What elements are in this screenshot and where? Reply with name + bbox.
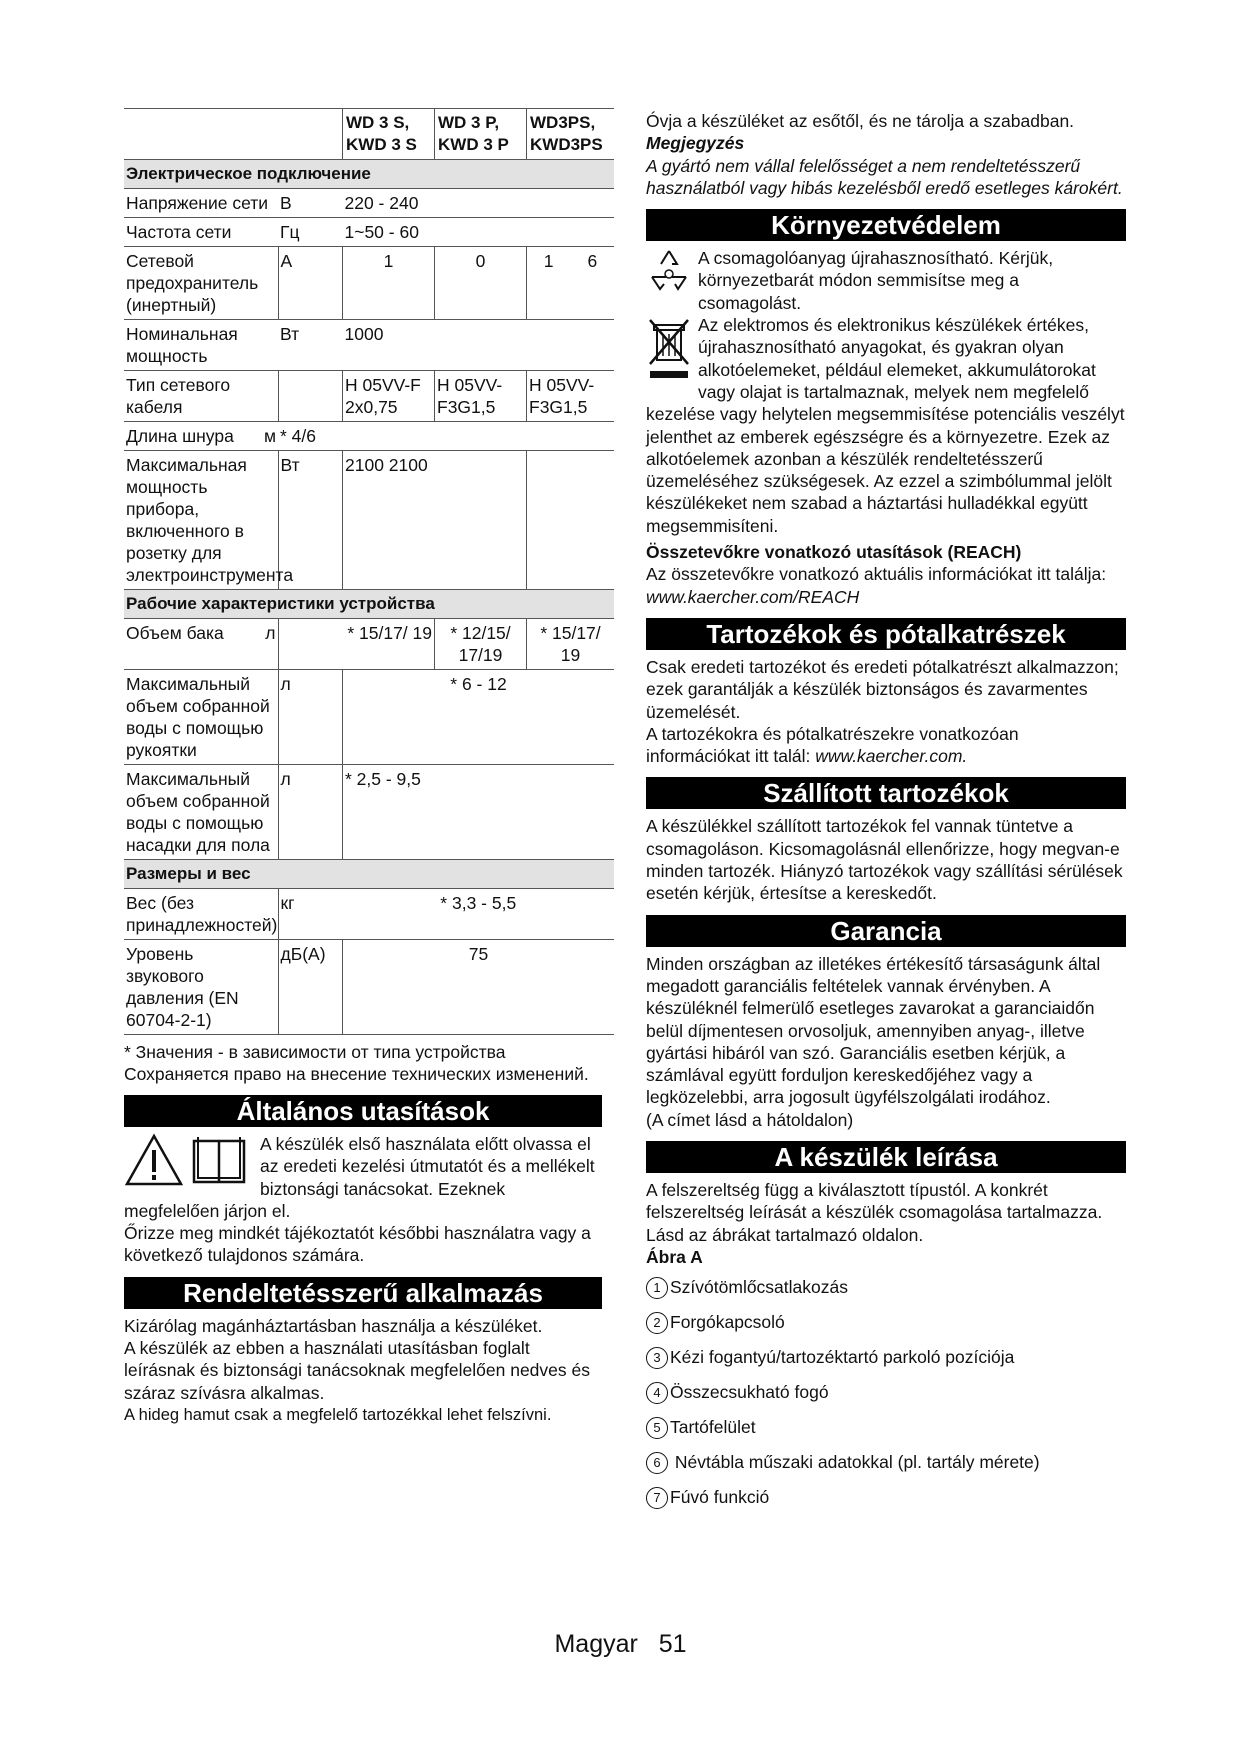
water-handle-label: Максимальный объем собранной воды с помощью рукоятки [124, 670, 278, 765]
spec-header-row [124, 109, 614, 160]
row-tank [124, 619, 614, 670]
power-unit: Вт [278, 320, 343, 371]
row-noise [124, 940, 614, 1035]
noise-unit: дБ(А) [278, 940, 343, 1035]
cord-label: Длина шнура [126, 426, 234, 446]
general-section [124, 1133, 602, 1267]
general-text-1: A készülék első használata előtt olvassa el az eredeti kezelési útmutatót és a mellékelt biztonsági tanácsokat. Ezeknek megfelelően járjon el. [124, 1134, 595, 1221]
heading-warranty: Garancia [646, 915, 1126, 947]
legend-number: 5 [646, 1417, 668, 1439]
heading-delivered: Szállított tartozékok [646, 777, 1126, 809]
page-number: 51 [658, 1630, 687, 1658]
warranty-address: (A címet lásd a hátoldalon) [646, 1109, 854, 1130]
header-model-2: WD 3 P, KWD 3 P [435, 109, 527, 160]
heading-description: A készülék leírása [646, 1141, 1126, 1173]
spec-table [124, 108, 614, 1035]
legend-item [646, 1410, 1126, 1445]
cord-unit: м [263, 426, 276, 446]
water-floor-unit: л [278, 765, 343, 860]
cable-value-1: H 05VV-F 2x0,75 [343, 371, 435, 422]
delivered-text: A készülékkel szállított tartozékok fel vannak tüntetve a csomagoláson. Kicsomagolásnál ellenőrizze, hogy megvan-e minden tartozék. Hiányzó tartozékok vagy szállítási sérülések esetén kérjük, értesítse a kereskedőt. [646, 816, 1123, 904]
right-column [646, 110, 1126, 1515]
water-floor-value: * 2,5 - 9,5 [343, 765, 615, 860]
max-power-unit: Вт [278, 451, 343, 590]
row-max-power [124, 451, 614, 590]
cable-value-2: H 05VV-F3G1,5 [435, 371, 527, 422]
spec-footnote [124, 1041, 602, 1085]
legend-item [646, 1375, 1126, 1410]
water-handle-value: * 6 - 12 [343, 670, 615, 765]
figure-label: Ábra A [646, 1246, 703, 1267]
power-label: Номинальная мощность [124, 320, 278, 371]
accessories-link[interactable]: www.kaercher.com. [815, 746, 968, 767]
footnote-rights: Сохраняется право на внесение технических изменений. [124, 1064, 589, 1084]
section-dimensions: Размеры и вес [124, 860, 614, 889]
legend-number: 4 [646, 1382, 668, 1404]
legend-label: Névtábla műszaki adatokkal (pl. tartály mérete) [674, 1452, 1040, 1473]
legend-label: Forgókapcsoló [670, 1312, 785, 1333]
weight-value: * 3,3 - 5,5 [343, 889, 615, 940]
legend-number: 6 [646, 1452, 668, 1474]
noise-label: Уровень звукового давления (EN 60704-2-1) [124, 940, 278, 1035]
legend-item [646, 1480, 1126, 1515]
warranty-text: Minden országban az illetékes értékesítő társaságunk által megadott garanciális feltételek vannak érvényben. A készüléknél felmerülő esetleges zavarokat a garanciaidőn belül díjmentesen orvosoljuk, amennyiben anyag-, illetve gyártási hibáról van szó. Garanciális esetben kérjük, a számlával együtt forduljon kereskedőjéhez vagy a legközelebbi, arra jogosult ügyfélszolgálati irodához. [646, 953, 1101, 1108]
voltage-label: Напряжение сети [124, 189, 278, 218]
fuse-value-3: 1 6 [527, 247, 615, 320]
fuse-value-1: 1 [343, 247, 435, 320]
row-weight [124, 889, 614, 940]
legend-number: 7 [646, 1487, 668, 1509]
legend-item [646, 1445, 1126, 1480]
heading-environment: Környezetvédelem [646, 209, 1126, 241]
section-electrical: Электрическое подключение [124, 160, 614, 189]
heading-general: Általános utasítások [124, 1095, 602, 1127]
description-text-2: Lásd az ábrákat tartalmazó oldalon. [646, 1224, 924, 1245]
water-handle-unit: л [278, 670, 343, 765]
footer-language: Magyar [554, 1630, 638, 1658]
cable-value-3: H 05VV-F3G1,5 [527, 371, 615, 422]
rain-warning: Óvja a készüléket az esőtől, és ne tárolja a szabadban. [646, 111, 1075, 131]
header-model-1: WD 3 S, KWD 3 S [343, 109, 435, 160]
left-column [124, 108, 602, 1426]
tank-unit: л [265, 623, 276, 643]
weee-bin-icon [646, 316, 692, 380]
reach-title: Összetevőkre vonatkozó utasítások (REACH) [646, 542, 1022, 563]
row-cable [124, 371, 614, 422]
legend-label: Szívótömlőcsatlakozás [670, 1277, 848, 1298]
row-frequency [124, 218, 614, 247]
fuse-unit: А [278, 247, 343, 320]
row-water-floor [124, 765, 614, 860]
row-voltage [124, 189, 614, 218]
recycle-icon [646, 247, 692, 293]
page-footer [0, 1630, 1241, 1659]
cord-value: * 4/6 [278, 422, 343, 451]
accessories-text-2: A tartozékokra és pótalkatrészekre vonatkozóan információkat itt talál: [646, 723, 1019, 767]
max-power-value: 2100 2100 [343, 451, 527, 590]
voltage-value: 220 - 240 [343, 189, 615, 218]
intended-use-text-1: Kizárólag magánháztartásban használja a készüléket. [124, 1315, 543, 1336]
tank-label: Объем бака [126, 623, 224, 643]
cable-label: Тип сетевого кабеля [124, 371, 278, 422]
row-fuse [124, 247, 614, 320]
voltage-unit: В [278, 189, 343, 218]
intended-use-text-2: A készülék az ebben a használati utasításban foglalt leírásnak és biztonsági tanácsoknak megfelelően nedves és száraz szívásra alkalmas. [124, 1338, 590, 1403]
description-text-1: A felszereltség függ a kiválasztott típustól. A konkrét felszereltség leírását a készülék csomagolása tartalmazza. [646, 1179, 1103, 1223]
legend-number: 3 [646, 1347, 668, 1369]
note-title: Megjegyzés [646, 133, 745, 154]
row-water-handle [124, 670, 614, 765]
fuse-value-4: 6 [587, 251, 598, 271]
reach-text: Az összetevőkre vonatkozó aktuális információkat itt találja: [646, 564, 1107, 585]
environment-text-1: A csomagolóanyag újrahasznosítható. Kérjük, környezetbarát módon semmisítse meg a csomagolást. [698, 248, 1054, 313]
reach-link[interactable]: www.kaercher.com/REACH [646, 586, 860, 607]
legend-number: 1 [646, 1277, 668, 1299]
frequency-label: Частота сети [124, 218, 278, 247]
fuse-label: Сетевой предохранитель (инертный) [124, 247, 278, 320]
water-floor-label: Максимальный объем собранной воды с помощью насадки для пола [124, 765, 278, 860]
weight-label: Вес (без принадлежностей) [124, 889, 278, 940]
frequency-value: 1~50 - 60 [343, 218, 615, 247]
heading-intended-use: Rendeltetésszerű alkalmazás [124, 1277, 602, 1309]
legend-label: Tartófelület [670, 1417, 756, 1438]
fuse-value-2: 0 [435, 247, 527, 320]
weight-unit: кг [278, 889, 343, 940]
general-text-2: Őrizze meg mindkét tájékoztatót későbbi használatra vagy a következő tulajdonos számára. [124, 1223, 591, 1266]
warning-manual-icon [124, 1133, 254, 1187]
footnote-values: * Значения - в зависимости от типа устройства [124, 1042, 506, 1062]
environment-text-2: Az elektromos és elektronikus készülékek értékes, újrahasznosítható anyagokat, és gyakran olyan alkotóelemeket, például elemeket, akkumulátorokat vagy olajat is tartalmaznak, melyek nem megfelelő kezelése vagy helytelen megsemmisítése potenciális veszélyt jelenthet az emberek egészségre és a környezetre. Ezek az alkotóelemek azonban a készülék rendeltetésszerű üzemeléséhez szükségesek. Az ezzel a szimbólummal jelölt készülékeket nem szabad a háztartási hulladékkal együtt megsemmisíteni. [646, 315, 1125, 536]
legend-item [646, 1270, 1126, 1305]
accessories-text-1: Csak eredeti tartozékot és eredeti pótalkatrészt alkalmazzon; ezek garantálják a készülék biztonságos és zavarmentes üzemelését. [646, 656, 1119, 722]
legend-number: 2 [646, 1312, 668, 1334]
legend-label: Összecsukható fogó [670, 1382, 829, 1403]
legend-item [646, 1340, 1126, 1375]
legend-item [646, 1305, 1126, 1340]
legend-label: Fúvó funkció [670, 1487, 770, 1508]
tank-value-1: * 15/17/ 19 [278, 619, 435, 670]
max-power-label: Максимальная мощность прибора, включенного в розетку для электроинструмента [124, 451, 278, 590]
noise-value: 75 [343, 940, 615, 1035]
row-power [124, 320, 614, 371]
heading-accessories: Tartozékok és pótalkatrészek [646, 618, 1126, 650]
legend-label: Kézi fogantyú/tartozéktartó parkoló pozíciója [670, 1347, 1015, 1368]
tank-value-2: * 12/15/ 17/19 [435, 619, 527, 670]
figure-legend [646, 1270, 1126, 1515]
row-cord [124, 422, 614, 451]
section-performance: Рабочие характеристики устройства [124, 590, 614, 619]
frequency-unit: Гц [278, 218, 343, 247]
tank-value-3: * 15/17/ 19 [527, 619, 615, 670]
power-value: 1000 [343, 320, 615, 371]
intended-use-text-3: A hideg hamut csak a megfelelő tartozékkal lehet felszívni. [124, 1405, 552, 1424]
note-text: A gyártó nem vállal felelősséget a nem rendeltetésszerű használatból vagy hibás kezelésből eredő esetleges károkért. [646, 155, 1123, 198]
header-model-3: WD3PS, KWD3PS [527, 109, 615, 160]
